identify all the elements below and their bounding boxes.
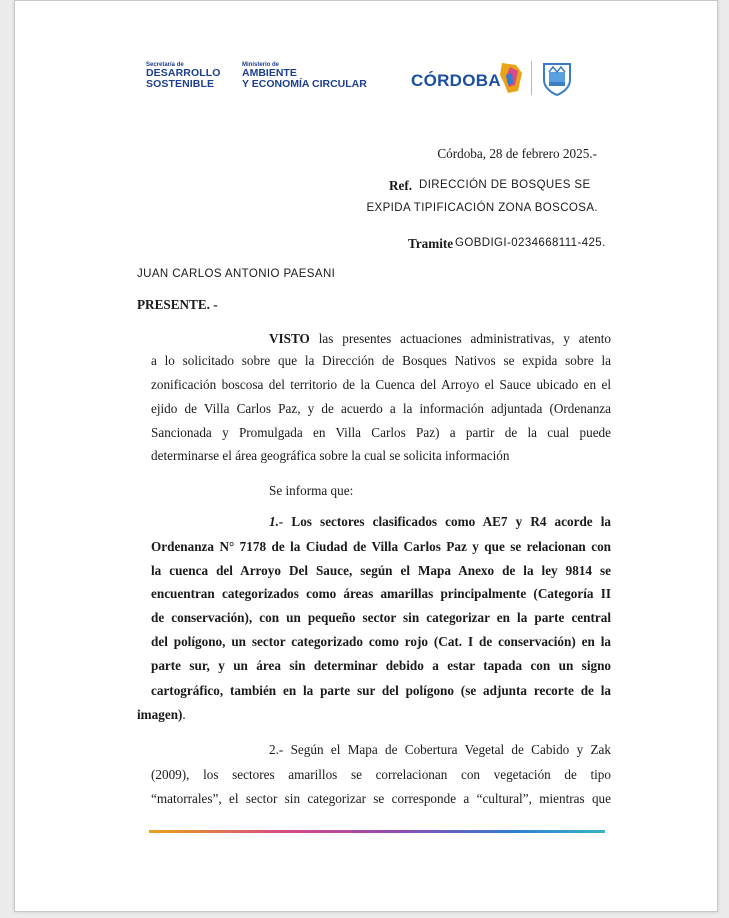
ministry-logo [242,62,367,89]
item1-line-1-text: Los sectores clasificados como AE7 y R4 acorde la [291,514,612,529]
ref-label: Ref. [389,178,413,193]
item1-line-9-period: . [182,707,186,722]
item2-line-2: (2009), los sectores amarillos se correlacionan con vegetación de tipo [151,767,611,782]
presente-heading: PRESENTE. - [137,297,218,312]
sds-logo-line2: SOSTENIBLE [146,77,215,90]
ministry-logo-small: Ministerio de [242,62,280,68]
visto-line-1-text: las presentes actuaciones administrativas, y atento [318,331,612,346]
visto-line-2: a lo solicitado sobre que la Dirección de Bosques Nativos se expida sobre la [151,353,611,368]
tramite-number: GOBDIGI-0234668111-425. [455,237,606,249]
recipient-name: JUAN CARLOS ANTONIO PAESANI [137,268,336,280]
item1-line-5: de conservación), con un pequeño sector sin categorizar en la parte central [151,610,611,625]
cordoba-map-icon [498,61,524,95]
item1-line-6: del polígono, un sector categorizado como rojo (Cat. I de conservación) en la [151,634,611,649]
item1-line-4: encuentran categorizados como áreas amarillas principalmente (Categoría II [151,586,611,601]
item2-line-1: 2.- Según el Mapa de Cobertura Vegetal de Cabido y Zak [269,742,611,757]
ministry-logo-line2: Y ECONOMÍA CIRCULAR [242,77,367,90]
item1-line-9 [137,708,186,721]
item1-line-8: cartográfico, también en la parte sur del polígono (se adjunta recorte de la [151,683,611,698]
visto-line-6: determinarse el área geográfica sobre la cual se solicita información [151,448,510,463]
document-date: Córdoba, 28 de febrero 2025.- [437,146,597,161]
sds-logo-line1: DESARROLLO [146,67,221,79]
visto-line-4: ejido de Villa Carlos Paz, y de acuerdo a la información adjuntada (Ordenanza [151,401,611,416]
ministry-logo-line1: AMBIENTE [242,67,297,79]
tramite-label: Tramite [408,236,454,251]
visto-bold: VISTO [269,331,310,346]
item2-line-3: “matorrales”, el sector sin categorizar se corresponde a “cultural”, mientras que [151,791,611,806]
visto-line-3: zonificación boscosa del territorio de la Cuenca del Arroyo el Sauce ubicado en el [151,377,611,392]
province-shield-icon [540,60,574,96]
logo-divider [531,61,532,95]
informa-line: Se informa que: [269,483,354,498]
item1-line-3: la cuenca del Arroyo Del Sauce, según el Mapa Anexo de la ley 9814 se [151,563,611,578]
item1-line-1 [269,515,611,528]
footer-gradient-line [149,830,605,833]
item1-line-9-text: imagen) [137,707,183,722]
visto-line-1 [269,332,611,345]
visto-line-5: Sancionada y Promulgada en Villa Carlos Paz) a partir de la cual puede [151,425,611,440]
document-page [14,0,718,912]
item1-line-2: Ordenanza N° 7178 de la Ciudad de Villa Carlos Paz y que se relacionan con [151,539,611,554]
ref-line-2: EXPIDA TIPIFICACIÓN ZONA BOSCOSA. [366,202,598,214]
ref-line-1: DIRECCIÓN DE BOSQUES SE [419,179,591,191]
cordoba-logo-text: CÓRDOBA [411,71,501,90]
header-logos [146,59,591,101]
sds-logo-small: Secretaría de [146,62,184,68]
sds-logo [146,62,221,89]
item1-line-7: parte sur, y un área sin determinar debido a estar tapada con un signo [151,658,611,673]
item1-number: 1.- [269,514,284,529]
